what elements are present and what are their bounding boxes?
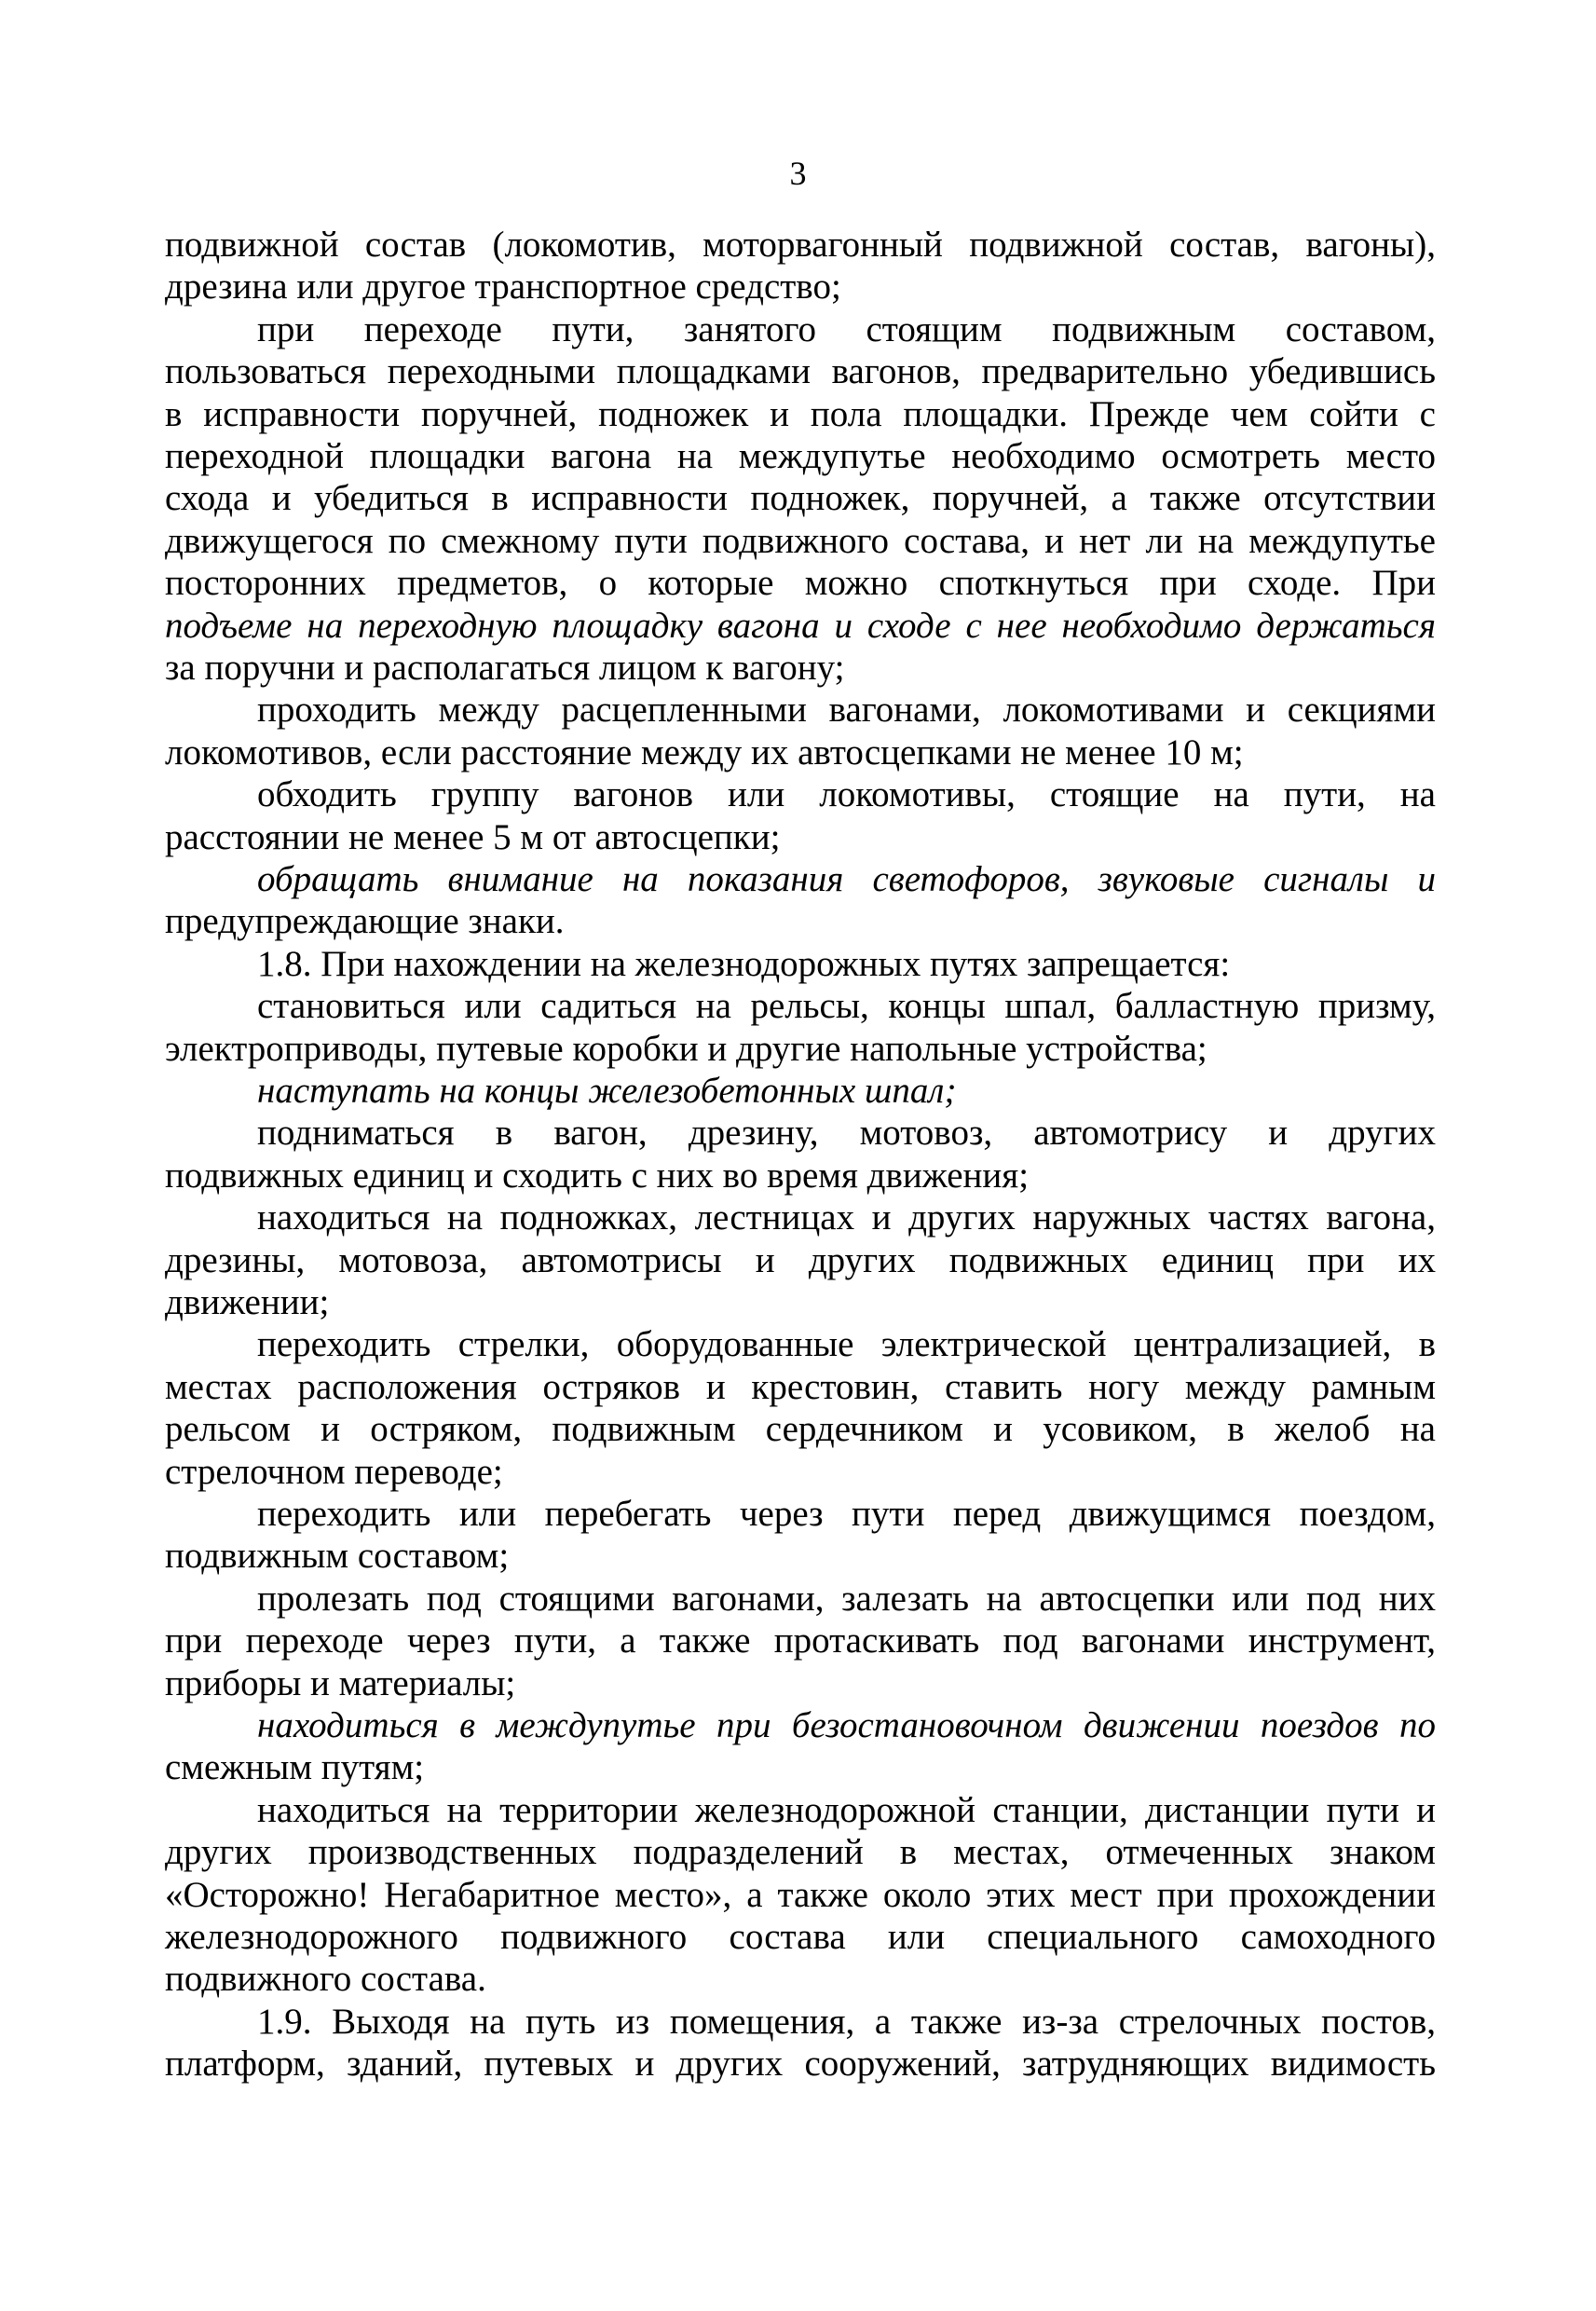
text-line: в исправности поручней, подножек и пола площадки. Прежде чем сойти с (165, 394, 1436, 434)
text-line: смежным путям; (165, 1747, 425, 1787)
text-line: «Осторожно! Негабаритное место», а также около этих мест при прохождении (165, 1875, 1436, 1915)
text-line: переходить стрелки, оборудованные электрической централизацией, в (257, 1324, 1436, 1364)
text-line: при переходе пути, занятого стоящим подвижным составом, (257, 309, 1436, 349)
text-line: подвижной состав (локомотив, моторвагонный подвижной состав, вагоны), (165, 225, 1436, 265)
page-number: 3 (789, 155, 807, 192)
text-line: схода и убедиться в исправности подножек, поручней, а также отсутствии (165, 478, 1436, 518)
text-line: стрелочном переводе; (165, 1452, 503, 1492)
text-line: 1.8. При нахождении на железнодорожных путях запрещается: (257, 944, 1231, 984)
text-line: пользоваться переходными площадками вагонов, предварительно убедившись (165, 351, 1436, 391)
text-line: проходить между расцепленными вагонами, локомотивами и секциями (257, 690, 1436, 730)
text-line: подвижного состава. (165, 1959, 486, 1999)
text-line: за поручни и располагаться лицом к вагону; (165, 648, 845, 688)
text-line: локомотивов, если расстояние между их автосцепками не менее 10 м; (165, 732, 1244, 773)
text-line: подвижным составом; (165, 1536, 510, 1576)
text-line: дрезина или другое транспортное средство; (165, 267, 841, 307)
text-line: при переходе через пути, а также протаскивать под вагонами инструмент, (165, 1620, 1436, 1661)
text-line: находиться в междупутье при безостановочном движении поездов по (257, 1705, 1436, 1745)
text-line: переходной площадки вагона на междупутье необходимо осмотреть место (165, 436, 1436, 476)
text-line: 1.9. Выходя на путь из помещения, а также из-за стрелочных постов, (257, 2002, 1436, 2042)
text-line: платформ, зданий, путевых и других сооружений, затрудняющих видимость (165, 2044, 1436, 2084)
text-line: переходить или перебегать через пути перед движущимся поездом, (257, 1494, 1436, 1534)
text-line: находиться на территории железнодорожной станции, дистанции пути и (257, 1790, 1436, 1830)
text-line: подъеме на переходную площадку вагона и сходе с нее необходимо держаться (165, 606, 1436, 646)
text-line: наступать на концы железобетонных шпал; (257, 1071, 957, 1111)
text-line: дрезины, мотовоза, автомотрисы и других подвижных единиц при их (165, 1240, 1436, 1280)
text-line: движении; (165, 1282, 330, 1322)
text-line: посторонних предметов, о которые можно споткнуться при сходе. При (165, 563, 1436, 603)
text-line: расстоянии не менее 5 м от автосцепки; (165, 817, 781, 857)
text-line: других производственных подразделений в местах, отмеченных знаком (165, 1832, 1436, 1872)
text-line: пролезать под стоящими вагонами, залезать на автосцепки или под них (257, 1579, 1436, 1619)
text-line: приборы и материалы; (165, 1663, 516, 1703)
text-line: рельсом и остряком, подвижным сердечником и усовиком, в желоб на (165, 1409, 1436, 1449)
text-line: становиться или садиться на рельсы, концы шпал, балластную призму, (257, 986, 1436, 1026)
text-line: обходить группу вагонов или локомотивы, стоящие на пути, на (257, 774, 1436, 814)
text-line: обращать внимание на показания светофоров, звуковые сигналы и (257, 859, 1436, 899)
text-line: электроприводы, путевые коробки и другие напольные устройства; (165, 1029, 1207, 1069)
text-line: предупреждающие знаки. (165, 901, 565, 941)
text-line: железнодорожного подвижного состава или специального самоходного (165, 1917, 1436, 1957)
text-line: подниматься в вагон, дрезину, мотовоз, автомотрису и других (257, 1113, 1436, 1153)
text-line: находиться на подножках, лестницах и других наружных частях вагона, (257, 1197, 1436, 1238)
text-line: движущегося по смежному пути подвижного состава, и нет ли на междупутье (165, 521, 1436, 561)
text-line: подвижных единиц и сходить с них во время движения; (165, 1156, 1030, 1196)
text-line: местах расположения остряков и крестовин, ставить ногу между рамным (165, 1367, 1436, 1407)
